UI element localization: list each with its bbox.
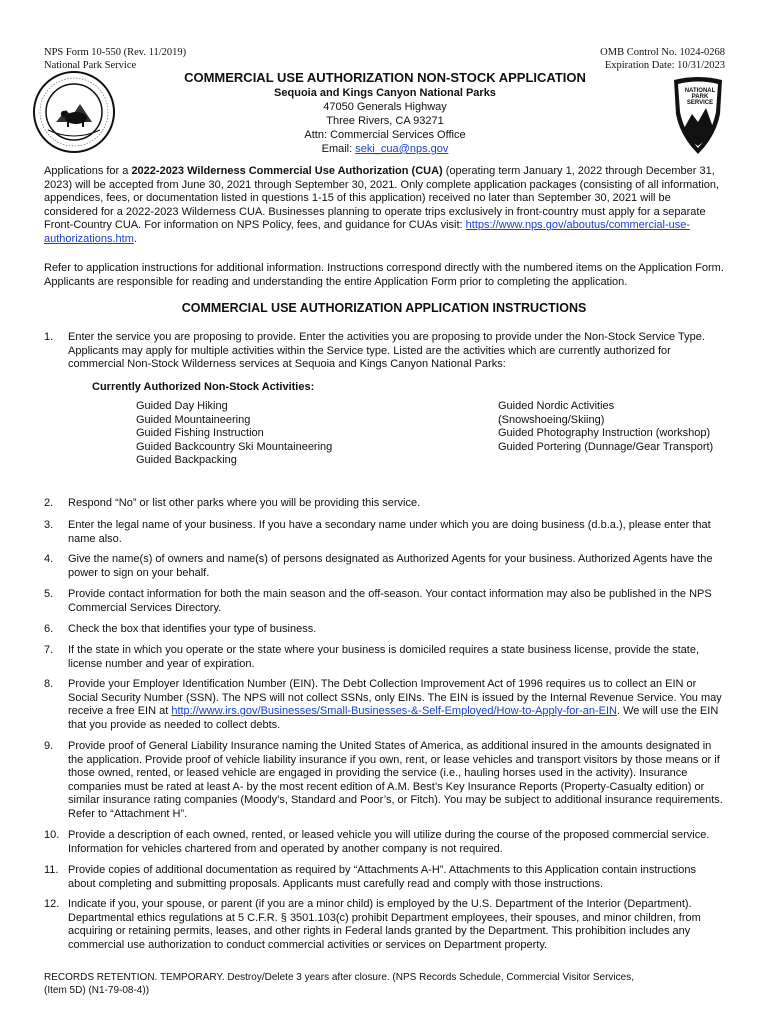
form-number: NPS Form 10-550 (Rev. 11/2019) [44,47,187,58]
instruction-item-9 [44,740,724,822]
instruction-item-6 [44,623,724,637]
application-header [140,70,630,156]
item-text: Indicate if you, your spouse, or parent (if you are a minor child) is employed by the U.S. Department of the Interior (Department). Departmental ethics regulations at 5 C.F.R. § 3501.103(c) prohibit Department employees, their spouses, and minor children, from acquiring or retaining permits, leases, and other rights in Federal lands granted by the Department. This prohibition includes any commercial use authorization to conduct commercial activities or services on Department property. [68,898,701,951]
park-name: Sequoia and Kings Canyon National Parks [274,87,496,99]
item-number: 11. [44,864,59,876]
item-text: Give the name(s) of owners and name(s) of persons designated as Authorized Agents for your business. Authorized Agents have the power to sign on your behalf. [68,553,713,579]
omb-block [600,46,725,72]
item-number: 12. [44,898,60,910]
instruction-item-8 [44,678,724,732]
instruction-item-7 [44,644,724,671]
intro-cua-term: 2022-2023 Wilderness Commercial Use Authorization (CUA) [131,165,443,177]
activities-heading: Currently Authorized Non-Stock Activities: [92,381,315,393]
email-line [140,142,630,156]
instructions-title: COMMERCIAL USE AUTHORIZATION APPLICATION INSTRUCTIONS [181,301,587,315]
instruction-item-3 [44,519,724,546]
item-text: Enter the legal name of your business. If you have a secondary name under which you are doing business (d.b.a.), please enter that name also. [68,519,711,545]
item-text: Provide a description of each owned, rented, or leased vehicle you will utilize during the course of the proposed commercial service. Information for vehicles chartered from and operated by another company is not required. [68,829,710,855]
nps-arrowhead-logo [670,74,726,156]
intro-end: . [133,232,137,245]
irs-ein-link[interactable]: http://www.irs.gov/Businesses/Small-Businesses-&-Self-Employed/How-to-Apply-for-an-EIN [171,705,617,718]
activity-item: Guided Fishing Instruction [136,427,264,440]
activity-item: Guided Backpacking [136,454,237,467]
instruction-item-1 [44,331,724,372]
omb-control: OMB Control No. 1024-0268 [600,47,725,58]
item-number: 5. [44,588,54,600]
expiration-date: Expiration Date: 10/31/2023 [604,60,725,71]
agency-name: National Park Service [44,60,137,71]
cua-info-link[interactable]: https://www.nps.gov/aboutus/commercial-use-authorizations.htm [44,219,691,245]
arrowhead-text: NATIONAL PARK SERVICE [684,88,716,106]
email-label: Email: [321,143,356,155]
activity-item: (Snowshoeing/Skiing) [498,413,605,426]
form-identifier [44,46,186,72]
intro-text-a: Applications for a [44,165,132,177]
activity-item: Guided Mountaineering [136,413,251,426]
item-number: 6. [44,623,54,635]
attention-line: Attn: Commercial Services Office [304,129,466,141]
item-number: 3. [44,519,54,531]
intro-paragraph-2: Refer to application instructions for additional information. Instructions correspond directly with the numbered items on the Application Form. Applicants are responsible for reading and understanding the entire Application Form prior to completing the application. [44,262,724,288]
item-text-a: Provide your Employer Identification Number (EIN). The Debt Collection Improvement Act of 1996 requires us to collect an EIN or Social Security Number (SSN). The NPS will not collect SSNs, only EINs. The EIN is issued by the Internal Revenue Service. You may receive a free EIN at [68,678,722,718]
activities-right-column [498,400,713,454]
item-number: 10. [44,829,60,841]
intro-paragraph-1 [44,165,724,247]
item-number: 2. [44,497,54,509]
activity-item: Guided Nordic Activities [498,400,615,412]
records-retention-footer [44,971,684,997]
item-number: 1. [44,331,54,343]
item-number: 7. [44,644,54,656]
activities-left-column [136,400,332,468]
item-number: 9. [44,740,54,752]
address-line-1: 47050 Generals Highway [323,101,447,113]
footer-line-2: (Item 5D) (N1-79-08-4)) [44,985,150,996]
item-text: Respond “No” or list other parks where you will be providing this service. [68,497,421,509]
item-text: Provide proof of General Liability Insurance naming the United States of America, as additional insured in the amounts designated in the application. Provide proof of vehicle liability insurance if you own, rent, or lease vehicles and transport visitors by those means or if those owned, rented, or leased vehicle are engaged in providing the service (i.e., hauling horses used in the activity). Insurance companies must be rated at least A- by the most recent edition of A.M. Best’s Key Insurance Reports (Property-Casualty edition) or similar insurance rating companies (Moody’s, Standard and Poor’s, or Fitch). You may be subject to additional insurance requirements. Refer to “Attachment H”. [68,740,723,820]
instruction-item-10 [44,829,724,856]
activity-item: Guided Portering (Dunnage/Gear Transport) [498,440,714,453]
activity-item: Guided Backcountry Ski Mountaineering [136,440,333,453]
instruction-item-5 [44,588,724,615]
item-text: If the state in which you operate or the state where your business is domiciled requires a state business license, provide the state, license number and year of expiration. [68,644,700,670]
doi-seal-logo [32,70,116,154]
item-text: Provide contact information for both the main season and the off-season. Your contact information may also be published in the NPS Commercial Services Directory. [68,588,712,614]
item-text [68,678,724,732]
item-text: Enter the service you are proposing to provide. Enter the activities you are proposing to provide under the Non-Stock Service Type. Applicants may apply for multiple activities within the Service type. Listed are the activities which are currently authorized for commercial Non-Stock Wilderness services at Sequoia and Kings Canyon National Parks: [68,331,705,371]
item-text: Check the box that identifies your type of business. [68,623,317,635]
item-text: Provide copies of additional documentation as required by “Attachments A-H”. Attachments to this Application contain instructions about completing and submitting proposals. Applicants must carefully read and comply with those instructions. [68,864,696,890]
footer-line-1: RECORDS RETENTION. TEMPORARY. Destroy/Delete 3 years after closure. (NPS Records Schedule, Commercial Visitor Services, [44,972,634,983]
item-number: 4. [44,553,54,565]
item-text-b: . We will use the EIN that you provide as needed to collect debts. [68,705,719,731]
instruction-item-4 [44,553,724,580]
activity-item: Guided Day Hiking [136,400,228,412]
intro-text-b: (operating term January 1, 2022 through December 31, 2023) will be accepted from June 30, 2021 through September 30, 2021. Only complete application packages (consisting of all information, appendices, fees, or documentation listed in questions 1-15 of this application) received no later than September 30, 2021 will be considered for a 2022-2023 Wilderness CUA. Businesses planning to operate trips exclusively in front-country must apply for a separate Front-Country CUA. For information on NPS Policy, fees, and guidance for CUAs visit: [44,165,720,232]
activity-item: Guided Photography Instruction (workshop) [498,427,711,440]
instruction-item-11 [44,864,724,891]
instruction-item-2 [44,497,724,511]
page-title: COMMERCIAL USE AUTHORIZATION NON-STOCK APPLICATION [184,70,586,85]
address-line-2: Three Rivers, CA 93271 [326,115,444,127]
instruction-item-12 [44,898,724,952]
email-link[interactable]: seki_cua@nps.gov [355,143,449,155]
item-number: 8. [44,678,54,690]
